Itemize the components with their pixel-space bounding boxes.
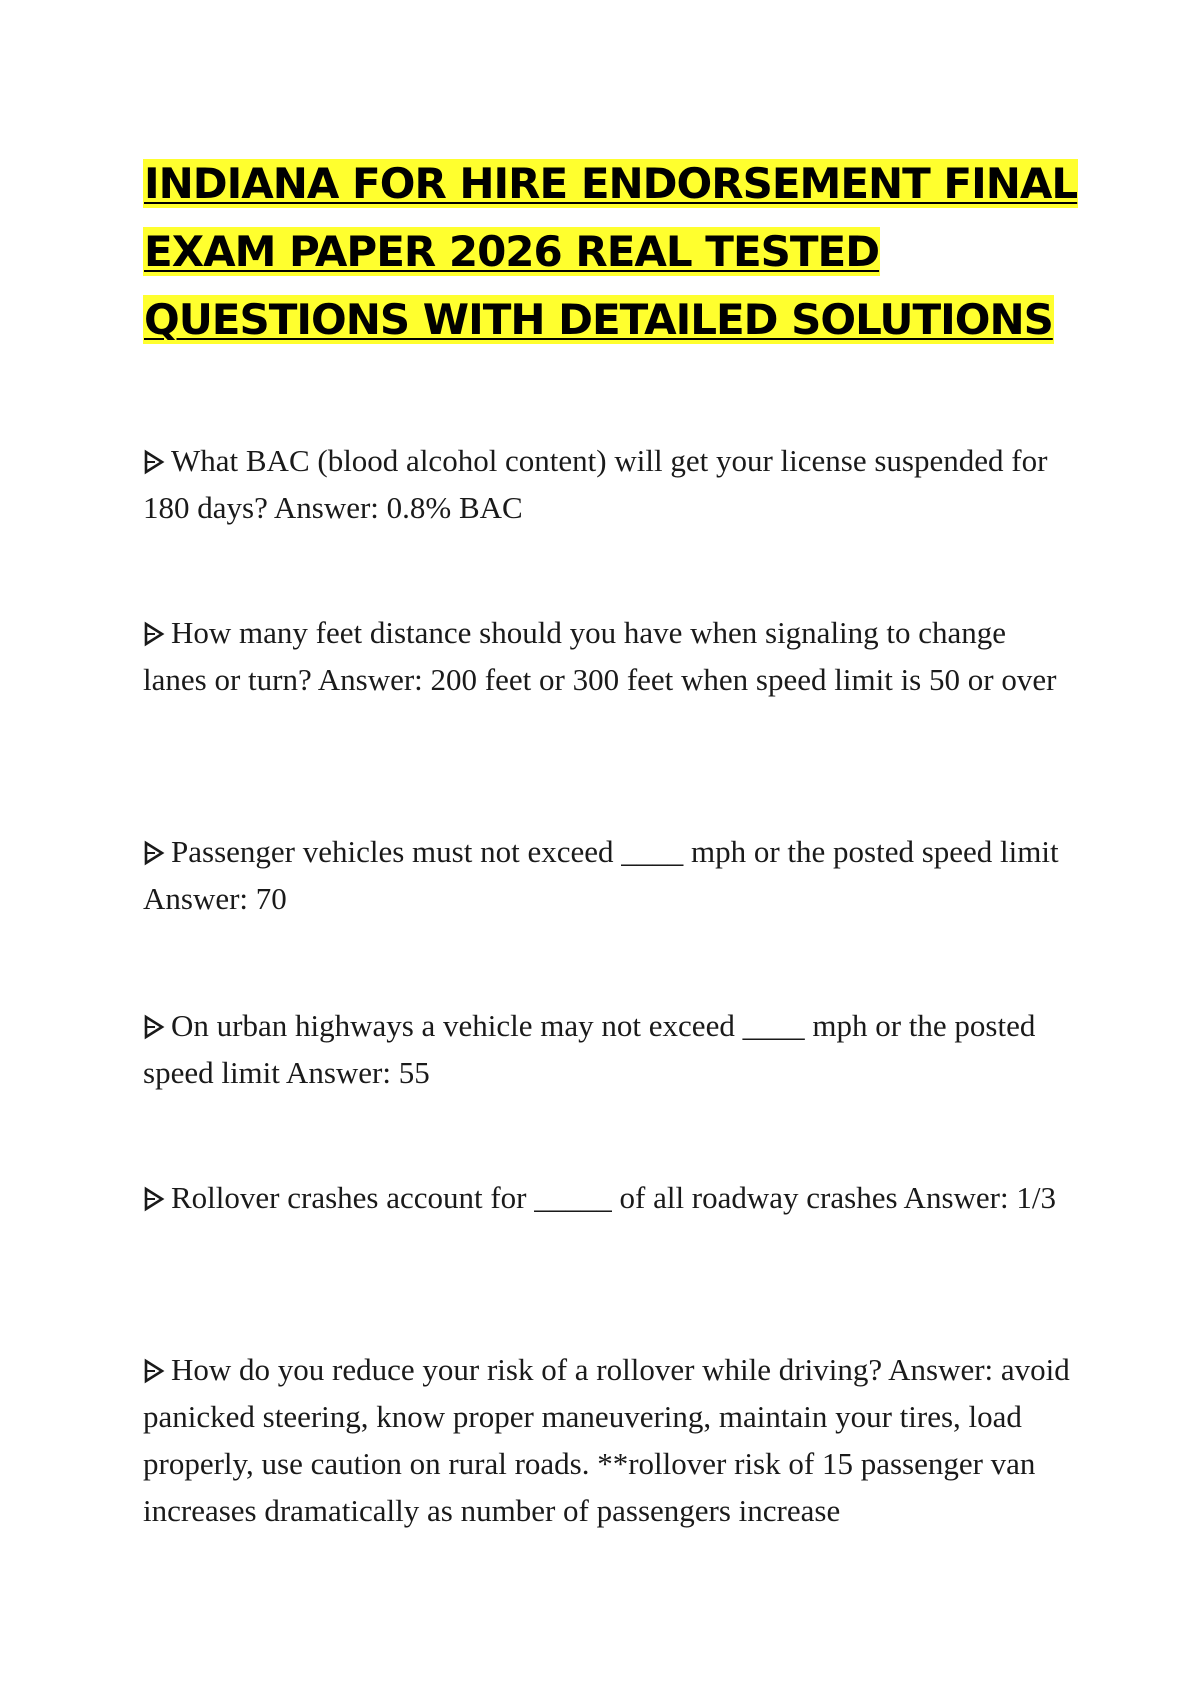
question-item	[143, 1174, 1073, 1221]
title-line: INDIANA FOR HIRE ENDORSEMENT FINAL	[144, 159, 1078, 208]
question-text: Rollover crashes account for _____ of all roadway crashes Answer: 1/3	[171, 1180, 1056, 1215]
question-text: How do you reduce your risk of a rollover while driving? Answer: avoid panicked steering, know proper maneuvering, maintain your tires, load properly, use caution on rural roads. **rollover risk of 15 passenger van increases dramatically as number of passengers increase	[143, 1352, 1070, 1528]
question-item	[143, 609, 1073, 703]
triangle-arrow-icon	[143, 621, 165, 647]
title-line: QUESTIONS WITH DETAILED SOLUTIONS	[144, 295, 1053, 344]
triangle-arrow-icon	[143, 1358, 165, 1384]
triangle-arrow-icon	[143, 1186, 165, 1212]
document-title	[143, 150, 1083, 354]
question-text: What BAC (blood alcohol content) will get your license suspended for 180 days? Answer: 0.8% BAC	[143, 443, 1048, 525]
question-text: How many feet distance should you have when signaling to change lanes or turn? Answer: 200 feet or 300 feet when speed limit is 50 or over	[143, 615, 1057, 697]
question-item	[143, 1346, 1073, 1534]
triangle-arrow-icon	[143, 449, 165, 475]
triangle-arrow-icon	[143, 840, 165, 866]
question-item	[143, 1002, 1073, 1096]
question-item	[143, 828, 1073, 922]
question-text: On urban highways a vehicle may not exceed ____ mph or the posted speed limit Answer: 55	[143, 1008, 1036, 1090]
triangle-arrow-icon	[143, 1014, 165, 1040]
question-text: Passenger vehicles must not exceed ____ mph or the posted speed limit Answer: 70	[143, 834, 1059, 916]
title-line: EXAM PAPER 2026 REAL TESTED	[144, 227, 880, 276]
question-item	[143, 437, 1073, 531]
